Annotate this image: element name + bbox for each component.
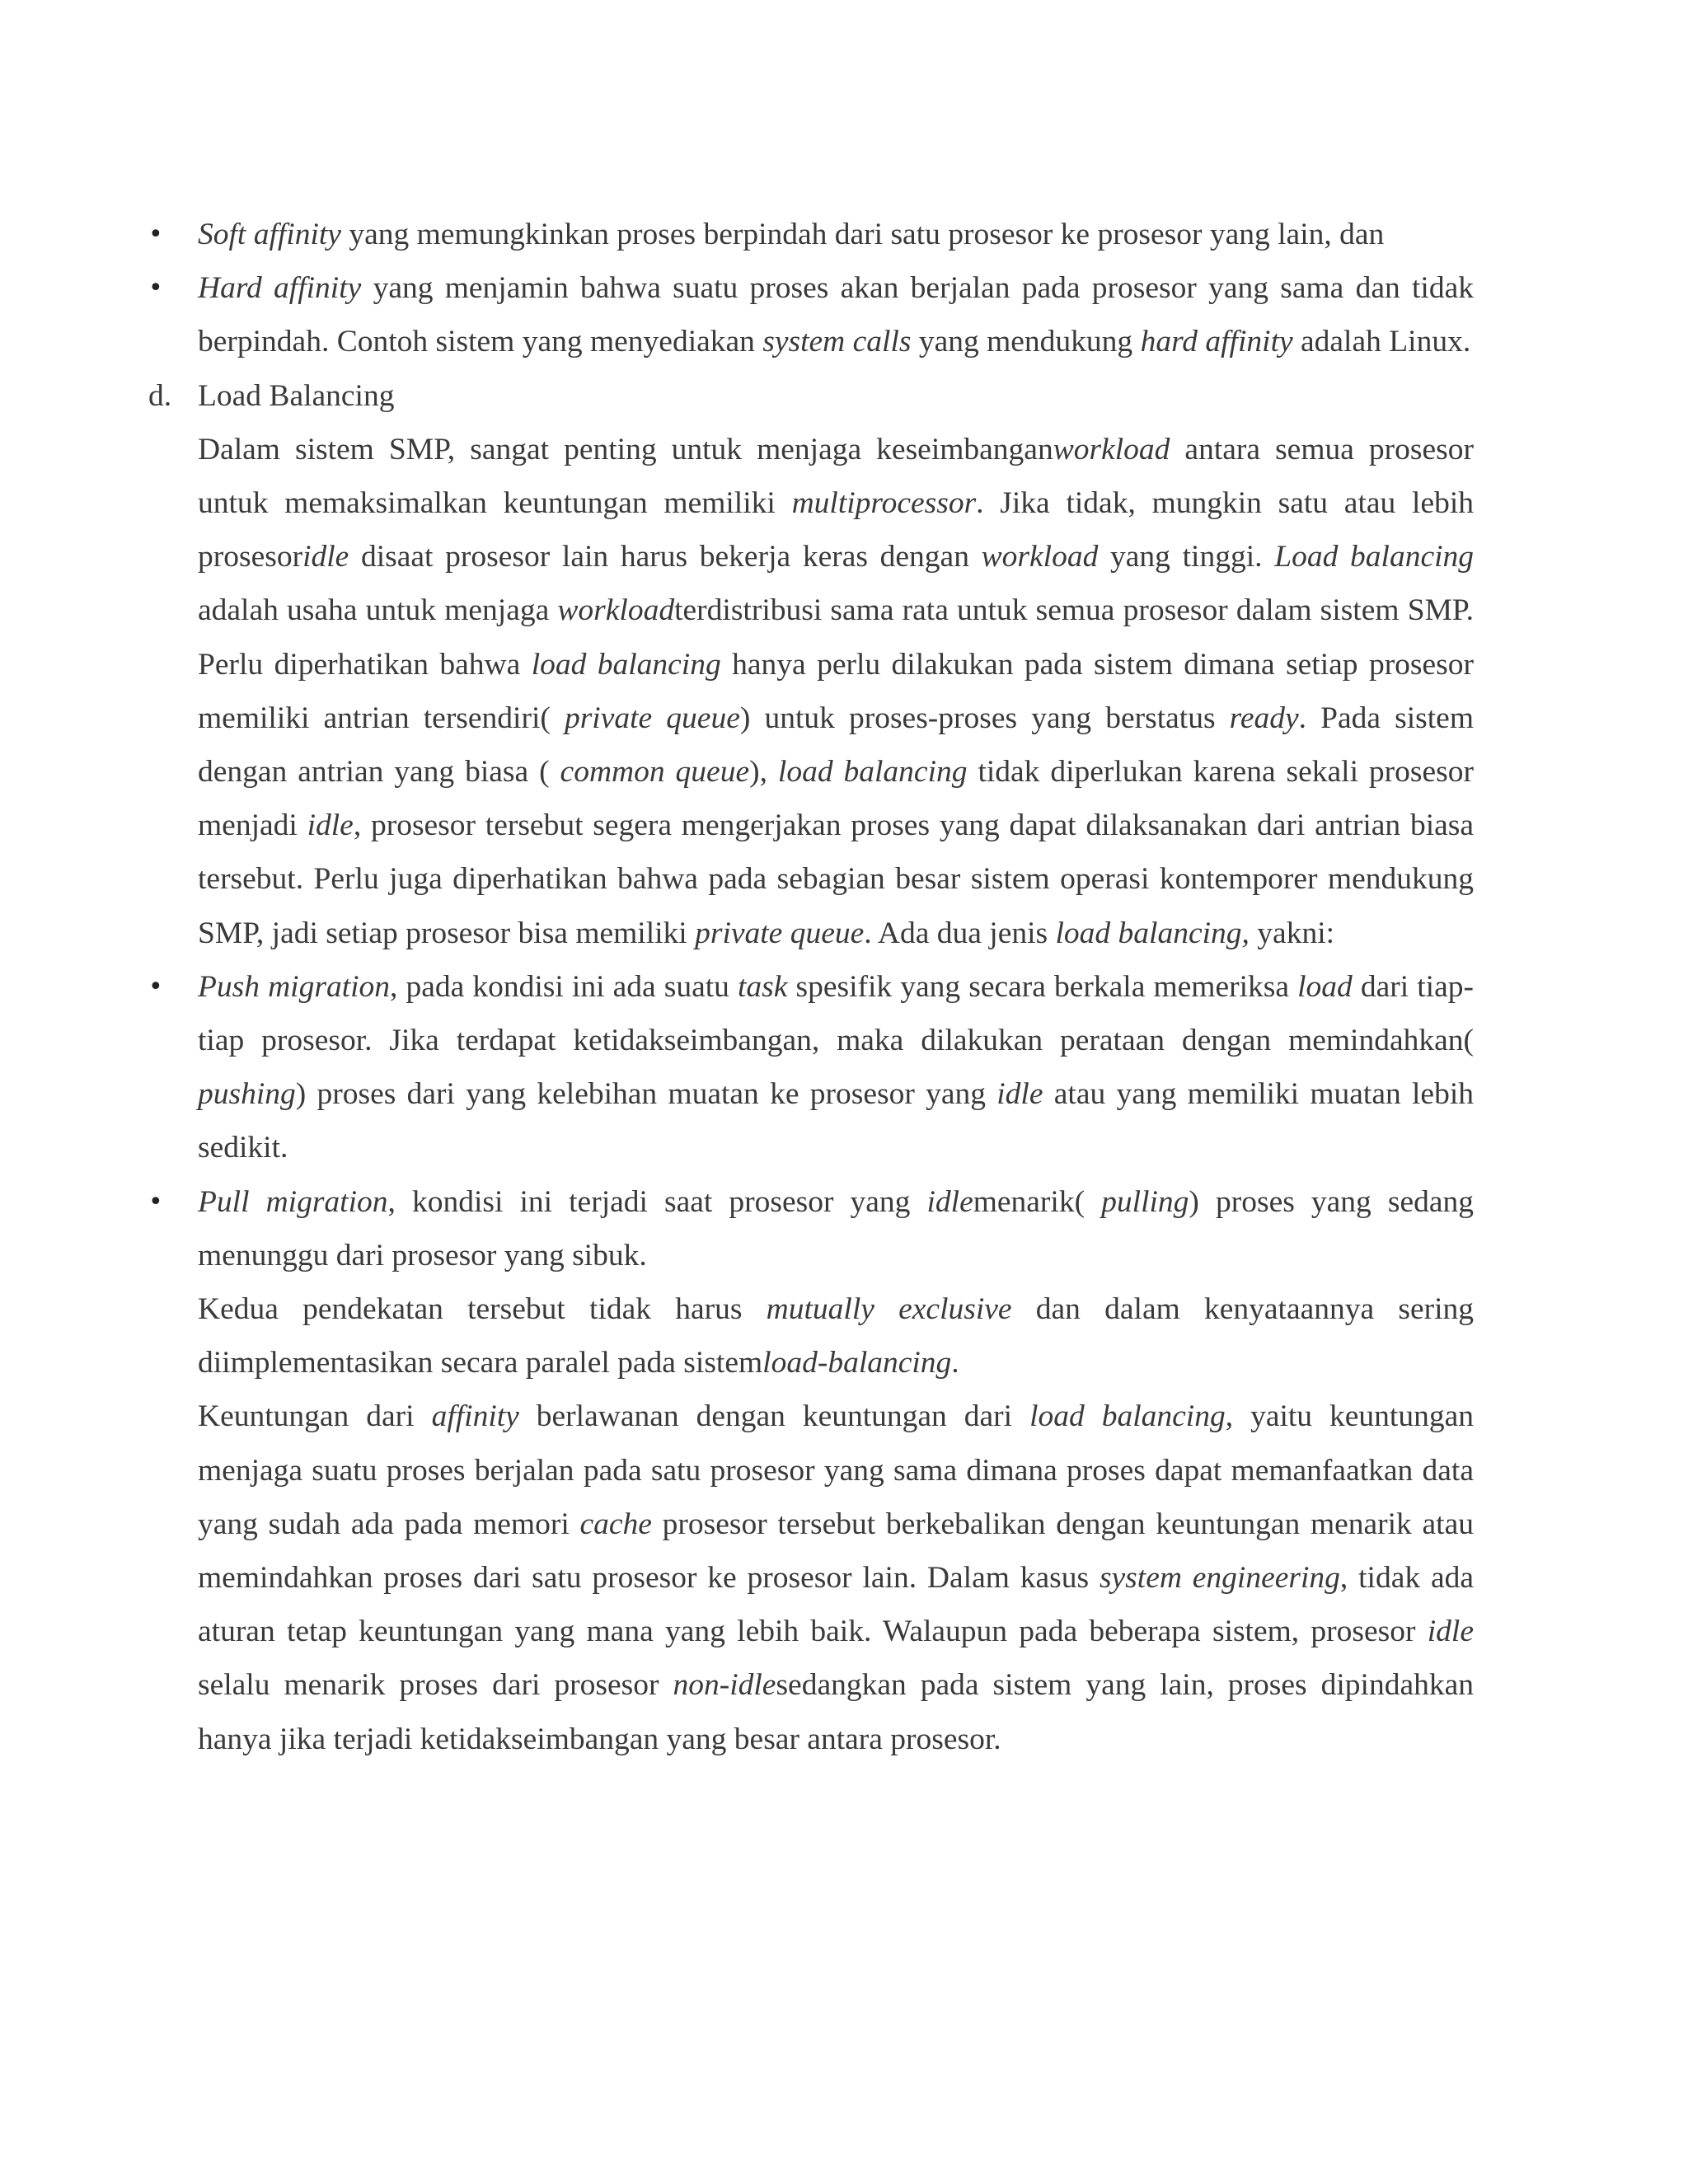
- text-run: yang mendukung: [911, 325, 1141, 359]
- text-run: . Ada dua jenis: [864, 916, 1056, 950]
- text-run: , yaitu keuntungan menjaga suatu proses berjalan pada satu prosesor yang sama dimana proses dapat memanfaatkan data yang sudah ada pada memori: [198, 1399, 1474, 1541]
- italic-term: pushing: [198, 1077, 296, 1112]
- section-title: Load Balancing: [198, 378, 395, 413]
- text-run: , pada kondisi ini ada suatu: [390, 969, 738, 1004]
- text-run: yakni:: [1249, 916, 1335, 950]
- italic-term: Push migration: [198, 969, 391, 1004]
- text-run: adalah Linux.: [1292, 325, 1471, 359]
- italic-term: load-balancing: [762, 1346, 952, 1380]
- italic-term: multiprocessor: [791, 486, 977, 521]
- text-run: Keuntungan dari: [198, 1399, 432, 1434]
- text-run: ) proses dari yang kelebihan muatan ke prosesor yang: [295, 1077, 997, 1112]
- text-run: sedangkan pada sistem yang lain, proses dipindahkan hanya jika terjadi ketidakseimbangan yang besar antara prosesor.: [198, 1668, 1474, 1756]
- italic-term: load balancing: [1029, 1399, 1226, 1434]
- italic-term: mutually exclusive: [766, 1292, 1012, 1327]
- italic-term: system engineering: [1099, 1561, 1340, 1596]
- text-run: menarik(: [973, 1184, 1102, 1219]
- text-run: selalu menarik proses dari prosesor: [198, 1668, 673, 1703]
- italic-term: ready: [1229, 701, 1299, 735]
- page-content: [148, 208, 1475, 1766]
- italic-term: private queue: [564, 701, 740, 735]
- text-run: disaat prosesor lain harus bekerja keras dengan: [349, 540, 982, 574]
- italic-term: affinity: [431, 1399, 519, 1434]
- text-run: atau yang memiliki muatan lebih sedikit.: [198, 1077, 1474, 1165]
- italic-term: idle: [996, 1077, 1043, 1112]
- bullet-pull-migration: [198, 1175, 1474, 1282]
- text-run: ) untuk proses-proses yang berstatus: [739, 701, 1230, 735]
- bullet-push-migration: [198, 960, 1474, 1175]
- text-run: , tidak ada aturan tetap keuntungan yang mana yang lebih baik. Walaupun pada beberapa sistem, prosesor: [198, 1561, 1474, 1649]
- text-run: dan dalam kenyataannya sering diimplementasikan secara paralel pada sistem: [198, 1292, 1475, 1380]
- italic-term: load balancing,: [1055, 916, 1250, 950]
- paragraph-approaches: [198, 1282, 1474, 1390]
- italic-term: workload: [1053, 432, 1170, 466]
- text-run: . Jika tidak, mungkin satu atau lebih prosesor: [198, 486, 1475, 574]
- text-run: yang menjamin bahwa suatu proses akan berjalan pada prosesor yang sama dan tidak berpindah. Contoh sistem yang menyediakan: [198, 271, 1474, 359]
- italic-term: common queue: [560, 755, 750, 790]
- italic-term: non-idle: [673, 1668, 776, 1703]
- text-run: adalah usaha untuk menjaga: [198, 593, 558, 628]
- italic-term: pulling: [1101, 1184, 1189, 1219]
- italic-term: system calls: [762, 325, 912, 359]
- paragraph-load-balancing-intro: [198, 423, 1474, 960]
- text-run: tidak diperlukan karena sekali prosesor menjadi: [198, 755, 1474, 843]
- italic-term: Pull migration: [198, 1184, 388, 1219]
- italic-term: private queue: [695, 916, 865, 950]
- text-run: Kedua pendekatan tersebut tidak harus: [198, 1292, 767, 1327]
- text-run: ),: [749, 755, 778, 790]
- text-run: yang tinggi.: [1098, 540, 1275, 574]
- italic-term: idle: [926, 1184, 973, 1219]
- text-run: . Pada sistem dengan antrian yang biasa (: [198, 701, 1474, 790]
- text-run: spesifik yang secara berkala memeriksa: [787, 969, 1298, 1004]
- section-heading: [148, 369, 1474, 423]
- bullet-soft-affinity: [198, 208, 1474, 261]
- text-run: terdistribusi sama rata untuk semua prosesor dalam sistem SMP. Perlu diperhatikan bahwa: [198, 593, 1474, 682]
- paragraph-affinity-vs-balancing: [198, 1390, 1474, 1765]
- text-run: dari tiap-tiap prosesor. Jika terdapat ketidakseimbangan, maka dilakukan perataan dengan memindahkan(: [198, 969, 1474, 1058]
- italic-term: idle: [302, 540, 349, 574]
- text-run: , prosesor tersebut segera mengerjakan proses yang dapat dilaksanakan dari antrian biasa tersebut. Perlu juga diperhatikan bahwa pada sebagian besar sistem operasi kontemporer mendukung SMP, jadi setiap prosesor bisa memiliki: [198, 808, 1475, 950]
- italic-term: load balancing: [531, 647, 721, 682]
- italic-term: load balancing: [777, 755, 968, 790]
- text-run: antara semua prosesor untuk memaksimalkan keuntungan memiliki: [198, 432, 1474, 521]
- italic-term: idle: [1427, 1615, 1474, 1649]
- text-run: .: [951, 1346, 959, 1380]
- italic-term: workload: [981, 540, 1099, 574]
- text-run: yang memungkinkan proses berpindah dari satu prosesor ke prosesor yang lain, dan: [340, 218, 1385, 251]
- section-marker: d.: [148, 378, 172, 413]
- text-run: Dalam sistem SMP, sangat penting untuk menjaga keseimbangan: [198, 432, 1053, 466]
- text-run: ) proses yang sedang menunggu dari prosesor yang sibuk.: [198, 1184, 1474, 1272]
- italic-term: Soft affinity: [198, 218, 341, 251]
- italic-term: idle: [307, 808, 354, 843]
- italic-term: task: [738, 969, 788, 1004]
- italic-term: Hard affinity: [198, 271, 362, 306]
- text-run: prosesor tersebut berkebalikan dengan keuntungan menarik atau memindahkan proses dari satu prosesor ke prosesor lain. Dalam kasus: [198, 1507, 1474, 1596]
- bullet-hard-affinity: [198, 261, 1474, 368]
- italic-term: cache: [579, 1507, 652, 1541]
- italic-term: workload: [557, 593, 675, 628]
- text-run: berlawanan dengan keuntungan dari: [518, 1399, 1030, 1434]
- text-run: , kondisi ini terjadi saat prosesor yang: [387, 1184, 927, 1219]
- text-run: hanya perlu dilakukan pada sistem dimana setiap prosesor memiliki antrian tersendiri(: [198, 647, 1475, 735]
- italic-term: hard affinity: [1140, 325, 1293, 359]
- italic-term: load: [1297, 969, 1353, 1004]
- italic-term: Load balancing: [1274, 540, 1475, 574]
